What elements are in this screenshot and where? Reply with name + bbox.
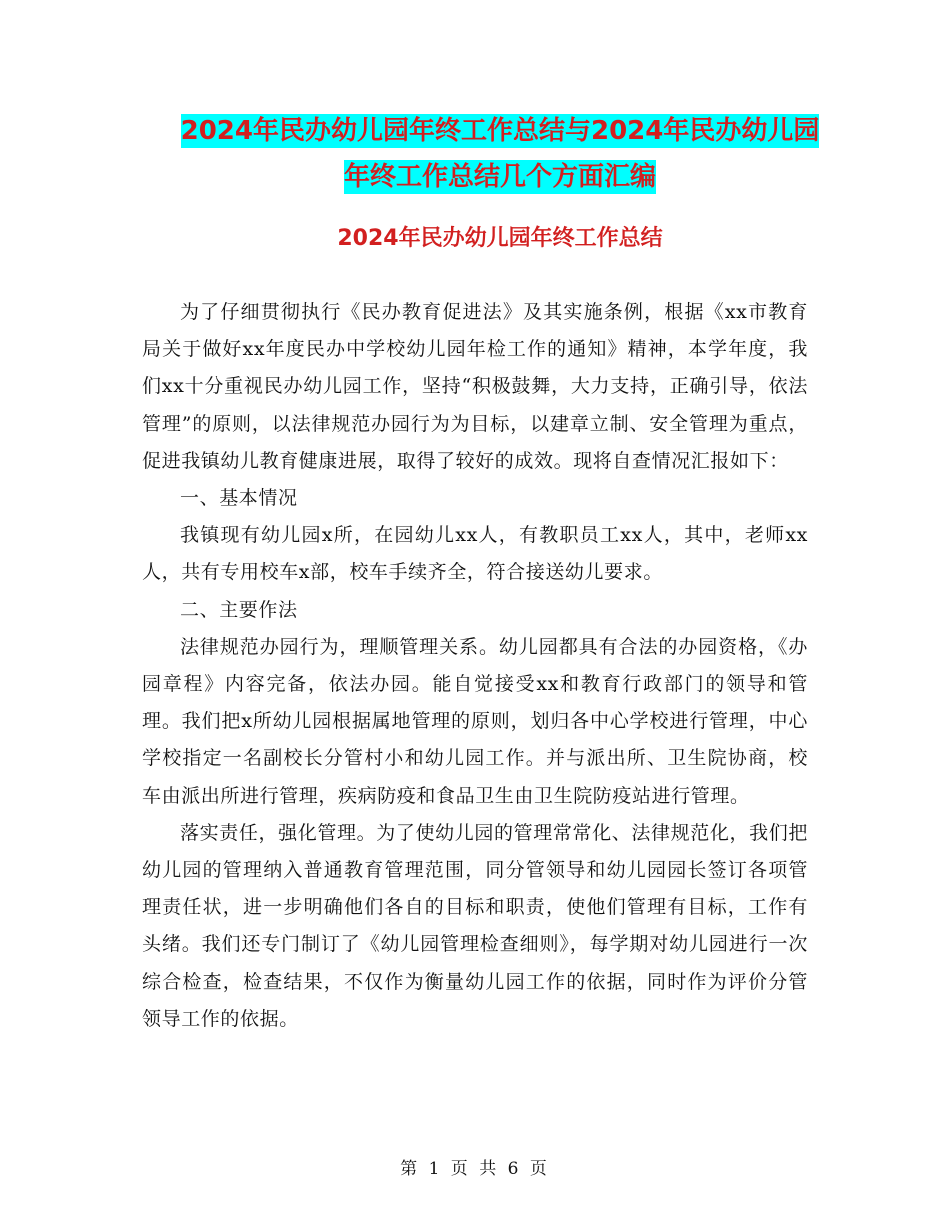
- section-heading-basic: 一、基本情况: [180, 487, 298, 510]
- title-line-2: 年终工作总结几个方面汇编: [343, 162, 656, 192]
- section-title: 2024年民办幼儿园年终工作总结: [337, 226, 663, 251]
- document-title: [140, 108, 860, 200]
- methods-paragraph-1: 法律规范办园行为，理顺管理关系。幼儿园都具有合法的办园资格，《办园章程》内容完备，依法办园。能自觉接受xx和教育行政部门的领导和管理。我们把x所幼儿园根据属地管理的原则，划归各中心学校进行管理，中心学校指定一名副校长分管村小和幼儿园工作。并与派出所、卫生院协商，校车由派出所进行管理，疾病防疫和食品卫生由卫生院防疫站进行管理。: [142, 635, 808, 807]
- basic-situation-paragraph: 我镇现有幼儿园x所，在园幼儿xx人，有教职员工xx人，其中，老师xx人，共有专用校车x部，校车手续齐全，符合接送幼儿要求。: [142, 524, 808, 584]
- title-line-1: 2024年民办幼儿园年终工作总结与2024年民办幼儿园: [180, 116, 820, 146]
- document-body: [142, 294, 808, 1038]
- methods-paragraph-2: 落实责任，强化管理。为了使幼儿园的管理常常化、法律规范化，我们把幼儿园的管理纳入普通教育管理范围，同分管领导和幼儿园园长签订各项管理责任状，进一步明确他们各自的目标和职责，使他们管理有目标，工作有头绪。我们还专门制订了《幼儿园管理检查细则》，每学期对幼儿园进行一次综合检查，检查结果，不仅作为衡量幼儿园工作的依据，同时作为评价分管领导工作的依据。: [142, 821, 808, 1030]
- section-heading-methods: 二、主要作法: [180, 598, 298, 621]
- page-footer: 第 1 页 共 6 页: [400, 1159, 550, 1179]
- intro-paragraph: 为了仔细贯彻执行《民办教育促进法》及其实施条例，根据《xx市教育局关于做好xx年度民办中学校幼儿园年检工作的通知》精神，本学年度，我们xx十分重视民办幼儿园工作，坚持“积极鼓舞，大力支持，正确引导，依法管理”的原则，以法律规范办园行为为目标，以建章立制、安全管理为重点，促进我镇幼儿教育健康进展，取得了较好的成效。现将自查情况汇报如下：: [142, 301, 808, 472]
